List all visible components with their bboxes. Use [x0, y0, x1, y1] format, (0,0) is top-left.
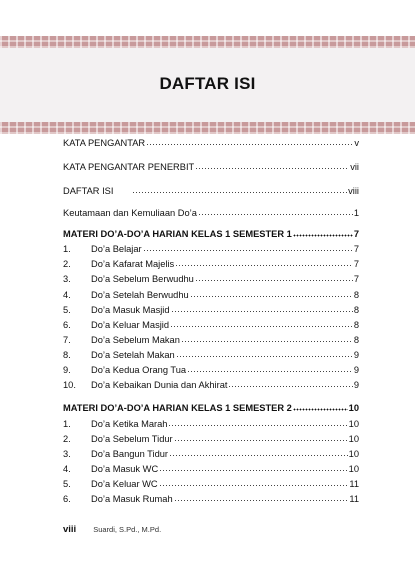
toc-dot-leader	[132, 191, 347, 194]
toc-dot-leader	[195, 167, 349, 170]
toc-entry-page: viii	[348, 186, 359, 196]
toc-entry-number: 3.	[63, 274, 71, 284]
toc-entry-page: 10	[348, 434, 359, 444]
toc-entry-label: MATERI DO’A-DO’A HARIAN KELAS 1 SEMESTER 2	[63, 403, 292, 413]
toc-entry-page: 9	[353, 350, 359, 360]
toc-entry	[63, 332, 359, 346]
toc-entry-label: Do’a Keluar Masjid	[91, 320, 170, 330]
toc-entry-label: Do’a Kebaikan Dunia dan Akhirat	[91, 380, 228, 390]
toc-entry-page: 8	[353, 305, 359, 315]
toc-section-heading	[63, 400, 359, 414]
toc-entry-number: 6.	[63, 494, 71, 504]
toc-dot-leader	[228, 385, 352, 388]
toc-entry	[63, 317, 359, 331]
toc-dot-leader	[168, 424, 347, 427]
toc-entry-number: 4.	[63, 290, 71, 300]
toc-entry	[63, 183, 359, 197]
toc-entry-label: Keutamaan dan Kemuliaan Do’a	[63, 208, 197, 218]
footer-page-number: viii	[63, 524, 77, 535]
footer-author: Suardi, S.Pd., M.Pd.	[93, 525, 162, 534]
toc-entry-label: Do’a Sebelum Makan	[91, 335, 180, 345]
toc-entry-label: Do’a Sebelum Tidur	[91, 434, 173, 444]
toc-entry-number: 1.	[63, 419, 71, 429]
toc-entry-page: 8	[353, 290, 359, 300]
toc-entry-number: 2.	[63, 259, 71, 269]
toc-dot-leader	[146, 143, 353, 146]
toc-entry	[63, 461, 359, 475]
toc-entry-number: 3.	[63, 449, 71, 459]
toc-entry-page: v	[354, 138, 359, 148]
toc-entry-label: Do’a Sebelum Berwudhu	[91, 274, 194, 284]
toc-dot-leader	[175, 264, 353, 267]
toc-entry-page: 11	[349, 494, 359, 504]
toc-entry-page: 9	[353, 365, 359, 375]
toc-entry-label: DAFTAR ISI	[63, 186, 114, 196]
toc-dot-leader	[171, 310, 353, 313]
toc-entry-label: KATA PENGANTAR	[63, 138, 146, 148]
toc-entry	[63, 271, 359, 285]
toc-entry-page: 10	[348, 464, 359, 474]
toc-entry-page: 7	[353, 229, 359, 239]
toc-entry-page: 7	[353, 259, 359, 269]
toc-dot-leader	[181, 340, 353, 343]
header-banner	[0, 36, 415, 134]
toc-entry-number: 8.	[63, 350, 71, 360]
toc-entry-number: 7.	[63, 335, 71, 345]
toc-entry-label: Do’a Kedua Orang Tua	[91, 365, 187, 375]
toc-dot-leader	[159, 469, 347, 472]
toc-dot-leader	[143, 249, 353, 252]
toc-entry-page: 7	[353, 244, 359, 254]
toc-entry-page: 10	[348, 449, 359, 459]
toc-entry-page: 8	[353, 320, 359, 330]
toc-entry	[63, 287, 359, 301]
toc-entry-label: KATA PENGANTAR PENERBIT	[63, 162, 195, 172]
toc-entry	[63, 416, 359, 430]
toc-entry	[63, 491, 359, 505]
toc-entry-number: 6.	[63, 320, 71, 330]
toc-entry	[63, 362, 359, 376]
toc-entry	[63, 446, 359, 460]
toc-entry-label: Do’a Ketika Marah	[91, 419, 168, 429]
toc-entry	[63, 377, 359, 391]
toc-entry	[63, 476, 359, 490]
toc-entry-page: 10	[348, 403, 359, 413]
toc-section-heading	[63, 226, 359, 240]
toc-entry-page: 8	[353, 335, 359, 345]
toc-entry	[63, 256, 359, 270]
toc-entry-number: 5.	[63, 479, 71, 489]
toc-entry	[63, 135, 359, 149]
ornament-band-bottom	[0, 122, 415, 134]
toc-entry	[63, 241, 359, 255]
toc-entry-page: 1	[353, 208, 359, 218]
toc-entry	[63, 347, 359, 361]
toc-entry	[63, 159, 359, 173]
toc-entry-label: Do’a Keluar WC	[91, 479, 158, 489]
toc-dot-leader	[293, 234, 353, 237]
toc-entry-page: 10	[348, 419, 359, 429]
toc-dot-leader	[190, 295, 353, 298]
toc-entry-label: Do’a Setelah Berwudhu	[91, 290, 189, 300]
toc-entry-label: Do’a Setelah Makan	[91, 350, 175, 360]
toc-entry-label: MATERI DO’A-DO’A HARIAN KELAS 1 SEMESTER 1	[63, 229, 292, 239]
toc-entry-label: Do’a Belajar	[91, 244, 142, 254]
toc-entry-number: 9.	[63, 365, 71, 375]
toc-entry-number: 10.	[63, 380, 76, 390]
toc-dot-leader	[174, 439, 348, 442]
toc-entry-page: 11	[349, 479, 359, 489]
toc-entry-label: Do’a Masuk Rumah	[91, 494, 173, 504]
toc-entry-number: 2.	[63, 434, 71, 444]
toc-entry-number: 4.	[63, 464, 71, 474]
toc-entry-page: vii	[350, 162, 359, 172]
toc-dot-leader	[176, 355, 353, 358]
toc-dot-leader	[159, 484, 349, 487]
toc-entry-number: 5.	[63, 305, 71, 315]
toc-entry-page: 9	[353, 380, 359, 390]
page-footer	[63, 524, 161, 535]
toc-entry	[63, 205, 359, 219]
toc-dot-leader	[293, 408, 348, 411]
ornament-band-top	[0, 36, 415, 48]
toc-entry-label: Do’a Bangun Tidur	[91, 449, 169, 459]
toc-dot-leader	[169, 454, 348, 457]
toc-dot-leader	[170, 325, 353, 328]
toc-dot-leader	[187, 370, 353, 373]
toc-dot-leader	[198, 213, 353, 216]
toc-entry-page: 7	[353, 274, 359, 284]
toc-dot-leader	[174, 499, 349, 502]
toc-entry-label: Do’a Kafarat Majelis	[91, 259, 175, 269]
toc-entry	[63, 431, 359, 445]
toc-entry-label: Do’a Masuk Masjid	[91, 305, 170, 315]
toc-entry-number: 1.	[63, 244, 71, 254]
toc-entry	[63, 302, 359, 316]
toc-dot-leader	[195, 279, 353, 282]
page-title: DAFTAR ISI	[159, 74, 256, 93]
toc-entry-label: Do’a Masuk WC	[91, 464, 159, 474]
